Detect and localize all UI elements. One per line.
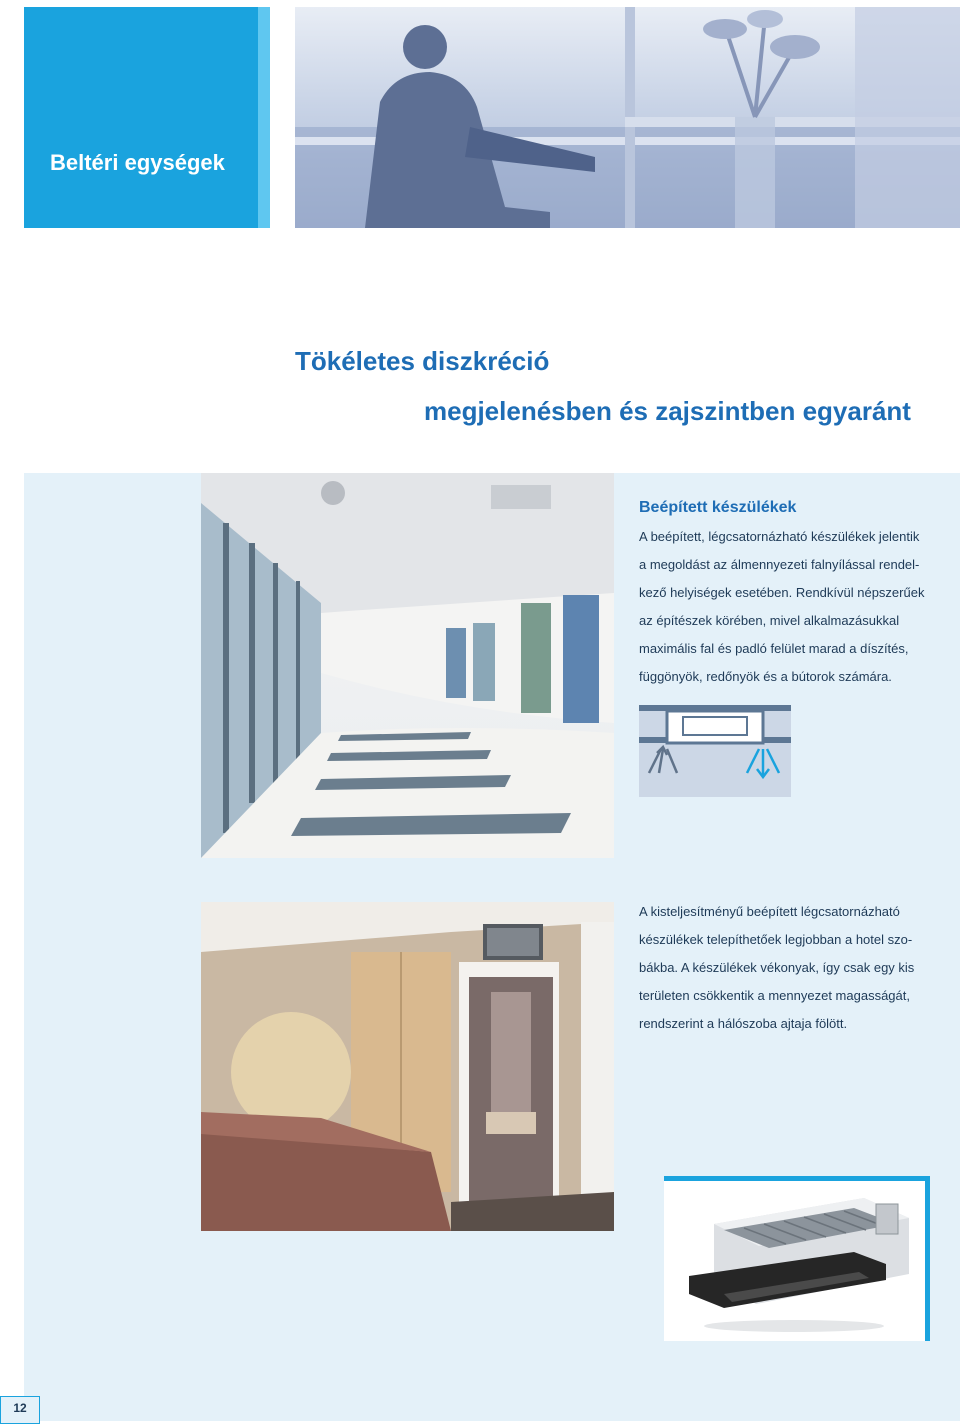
banner-stripe	[258, 7, 270, 228]
text-line: maximális fal és padló felület marad a díszítés,	[639, 641, 909, 656]
page-number: 12	[13, 1401, 27, 1415]
low-profile-description	[639, 898, 949, 1038]
hotel-room-photo	[201, 902, 614, 1231]
text-line: a megoldást az álmennyezeti falnyílással rendel-	[639, 557, 920, 572]
text-line: területen csökkentik a mennyezet magasságát,	[639, 988, 910, 1003]
section-banner	[24, 7, 258, 228]
airflow-diagram	[639, 705, 791, 797]
built-in-description	[639, 495, 949, 691]
text-line: függönyök, redőnyök és a bútorok számára.	[639, 669, 892, 684]
headline-line-1: Tökéletes diszkréció	[295, 346, 550, 376]
headline-line-2: megjelenésben és zajszintben egyaránt	[424, 396, 911, 426]
text-line: az építészek körében, mivel alkalmazásukkal	[639, 613, 900, 628]
text-line: kező helyiségek esetében. Rendkívül népszerűek	[639, 585, 925, 600]
text-line: A kisteljesítményű beépített légcsatornázható	[639, 904, 900, 919]
built-in-heading: Beépített készülékek	[639, 499, 797, 516]
corridor-illustration	[201, 473, 614, 858]
text-line: bákba. A készülékek vékonyak, így csak egy kis	[639, 960, 915, 975]
text-line: rendszerint a hálószoba ajtaja fölött.	[639, 1016, 848, 1031]
hotel-room-illustration	[201, 902, 614, 1231]
text-line: A beépített, légcsatornázható készülékek jelentik	[639, 529, 920, 544]
airflow-arrows-icon	[639, 705, 791, 797]
unit-product-photo	[664, 1176, 930, 1341]
photo-accent-right	[925, 1176, 930, 1341]
hero-photo	[295, 7, 960, 228]
text-line: készülékek telepíthetőek legjobban a hotel szo-	[639, 932, 913, 947]
section-title: Beltéri egységek	[50, 150, 225, 175]
duct-unit-illustration	[664, 1176, 930, 1341]
hero-photo-illustration	[295, 7, 960, 228]
photo-accent-top	[664, 1176, 930, 1181]
corridor-photo	[201, 473, 614, 858]
